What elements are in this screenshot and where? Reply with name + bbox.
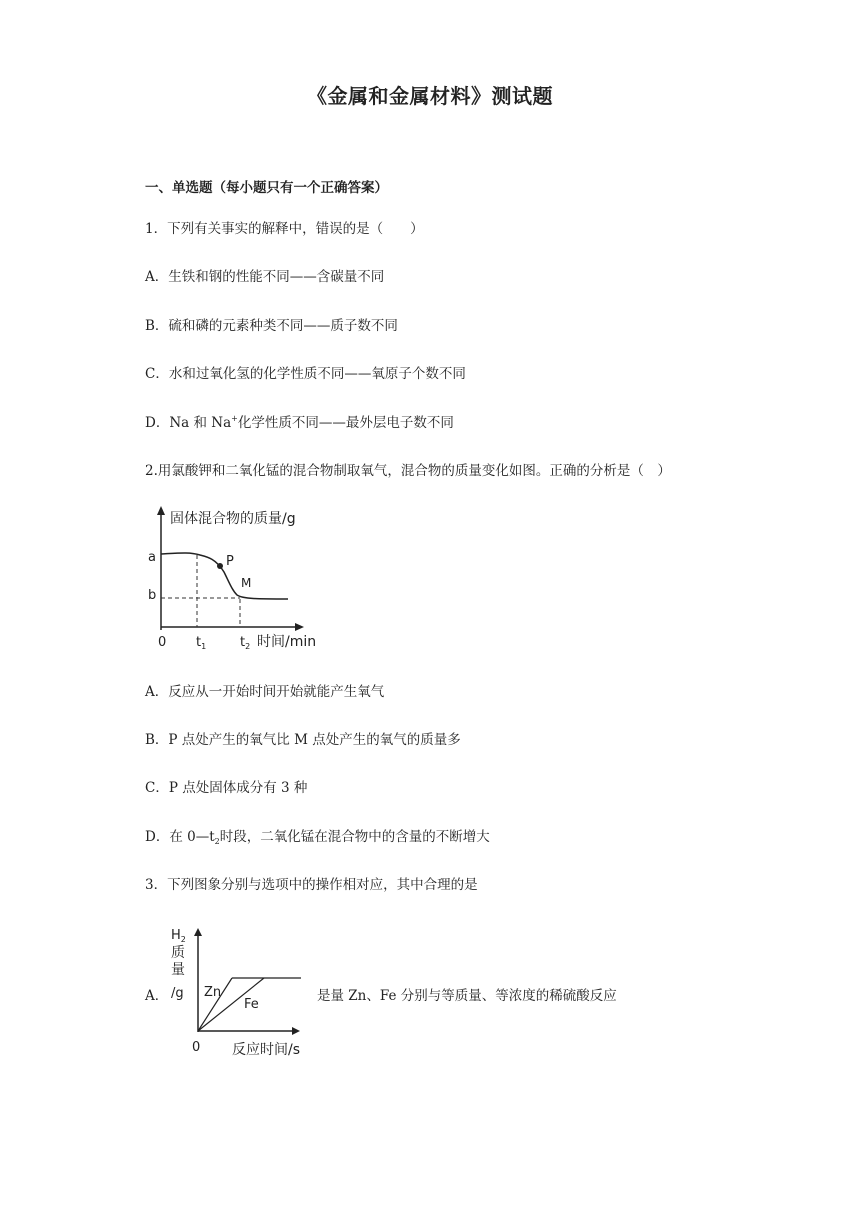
q3-y-arrow bbox=[194, 928, 202, 936]
q2-point-p bbox=[217, 563, 223, 569]
q2-mass-graph bbox=[140, 502, 330, 654]
q2-label-b: b bbox=[148, 588, 157, 603]
q2-label-p: P bbox=[226, 554, 234, 569]
q2-t2: $t_2$ bbox=[240, 635, 251, 651]
q3-origin: 0 bbox=[192, 1040, 201, 1055]
q3-y-label-h2: $H_2$ bbox=[171, 928, 186, 944]
q2-d-post: 时段，二氧化锰在混合物中的含量的不断增大 bbox=[219, 829, 490, 845]
q1-stem: 1．下列有关事实的解释中，错误的是（ ） bbox=[145, 221, 424, 237]
q2-origin: 0 bbox=[158, 635, 167, 650]
q2-stem: 2.用氯酸钾和二氧化锰的混合物制取氧气，混合物的质量变化如图。正确的分析是（ ） bbox=[145, 463, 671, 479]
q2-t1: $t_1$ bbox=[196, 635, 207, 651]
q1-option-a: A．生铁和钢的性能不同——含碳量不同 bbox=[145, 269, 385, 285]
q2-option-c: C．P 点处固体成分有 3 种 bbox=[145, 780, 308, 796]
q3-x-arrow bbox=[292, 1027, 300, 1035]
section-heading: 一、单选题（每小题只有一个正确答案） bbox=[145, 180, 388, 196]
q2-option-a: A．反应从一开始时间开始就能产生氧气 bbox=[145, 684, 385, 700]
q3-option-a-text: 是量 Zn、Fe 分别与等质量、等浓度的稀硫酸反应 bbox=[317, 988, 617, 1004]
q3-y-label-4: /g bbox=[171, 986, 184, 1001]
q3-h2-graph bbox=[164, 920, 309, 1062]
q3-option-a-label: A． bbox=[145, 988, 169, 1004]
page-title: 《金属和金属材料》测试题 bbox=[307, 84, 553, 108]
q2-y-label: 固体混合物的质量/g bbox=[170, 511, 296, 527]
q3-y-label-3: 量 bbox=[171, 962, 185, 978]
q1-option-d bbox=[145, 411, 454, 431]
q2-x-label: 时间/min bbox=[257, 634, 317, 650]
q1-option-c: C．水和过氧化氢的化学性质不同——氧原子个数不同 bbox=[145, 366, 466, 382]
q1-d-sup: + bbox=[231, 414, 238, 423]
q2-d-pre: D．在 0—t bbox=[145, 829, 215, 845]
q2-y-arrow bbox=[157, 506, 165, 515]
q2-option-d bbox=[145, 825, 490, 845]
q2-label-m: M bbox=[241, 576, 252, 590]
q3-stem: 3．下列图象分别与选项中的操作相对应，其中合理的是 bbox=[145, 877, 478, 893]
q2-x-arrow bbox=[295, 623, 304, 631]
q2-option-b: B．P 点处产生的氧气比 M 点处产生的氧气的质量多 bbox=[145, 732, 461, 748]
q3-label-fe: Fe bbox=[244, 997, 259, 1012]
q3-label-zn: Zn bbox=[204, 985, 222, 1000]
q2-d-sub: 2 bbox=[214, 837, 220, 846]
q3-x-label: 反应时间/s bbox=[232, 1042, 301, 1058]
q1-d-pre: D．Na 和 Na bbox=[145, 415, 232, 431]
q1-d-post: 化学性质不同——最外层电子数不同 bbox=[237, 415, 454, 431]
q2-label-a: a bbox=[148, 550, 156, 565]
q3-y-label-2: 质 bbox=[171, 945, 185, 961]
q1-option-b: B．硫和磷的元素种类不同——质子数不同 bbox=[145, 318, 398, 334]
q2-curve bbox=[161, 553, 288, 599]
